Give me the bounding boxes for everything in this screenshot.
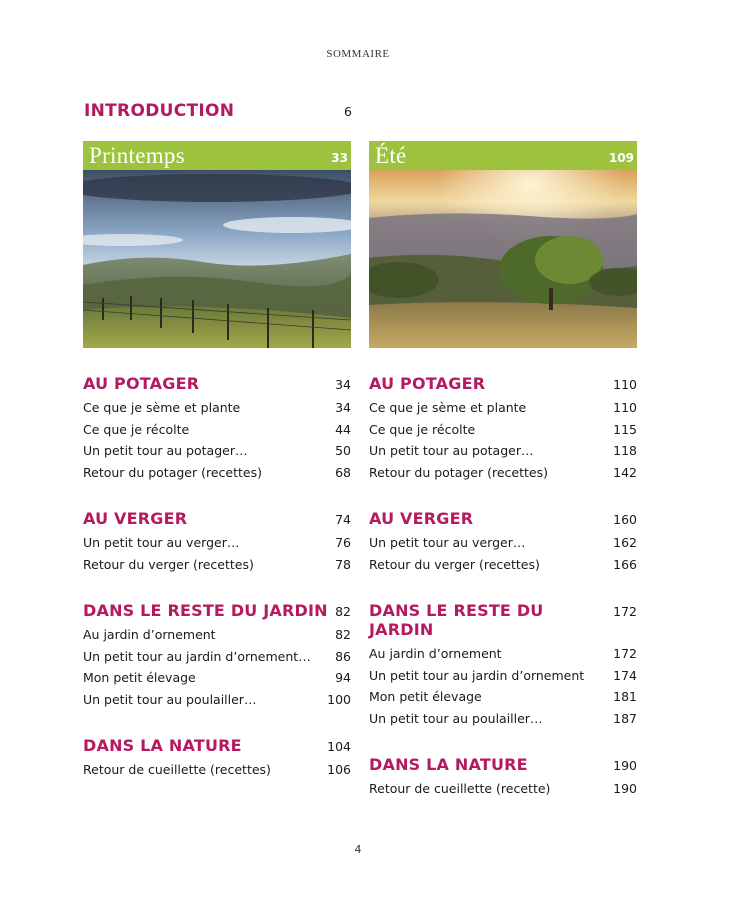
toc-entry[interactable] — [369, 462, 637, 484]
section-title: DANS LE RESTE DU JARDIN — [83, 601, 328, 620]
section-page: 34 — [335, 377, 351, 392]
section-title: AU VERGER — [83, 509, 188, 528]
toc-section — [83, 601, 351, 710]
entry-label: Mon petit élevage — [369, 689, 482, 704]
toc-section — [369, 509, 637, 575]
toc-section — [369, 374, 637, 483]
entry-page: 115 — [613, 421, 637, 437]
season-title: Été — [375, 142, 407, 168]
entry-page: 82 — [335, 627, 351, 642]
section-heading[interactable] — [83, 509, 351, 528]
toc-entry[interactable] — [83, 646, 351, 668]
entry-label: Retour de cueillette (recettes) — [83, 762, 271, 777]
entry-label: Un petit tour au potager… — [83, 443, 248, 458]
entry-page: 100 — [327, 691, 351, 707]
intro-title: INTRODUCTION — [84, 101, 235, 121]
toc-entry[interactable] — [369, 397, 637, 419]
section-title: AU POTAGER — [83, 374, 200, 393]
entry-label: Au jardin d’ornement — [83, 627, 216, 642]
entry-page: 142 — [613, 464, 637, 480]
section-heading[interactable] — [83, 736, 351, 755]
entry-page: 94 — [335, 670, 351, 685]
toc-entry[interactable] — [83, 759, 351, 781]
intro-page: 6 — [344, 104, 352, 119]
section-title: DANS LA NATURE — [83, 736, 242, 755]
entry-label: Un petit tour au poulailler… — [369, 710, 543, 726]
entry-label: Un petit tour au verger… — [83, 535, 240, 550]
column-printemps — [83, 141, 351, 781]
intro-row[interactable] — [84, 101, 352, 121]
toc-section — [83, 509, 351, 575]
toc-entry[interactable] — [83, 667, 351, 689]
entry-label: Un petit tour au poulailler… — [83, 691, 257, 707]
entry-label: Ce que je récolte — [369, 421, 476, 437]
entry-page: 76 — [335, 535, 351, 550]
entry-label: Un petit tour au potager… — [369, 443, 534, 458]
entry-label: Retour du verger (recettes) — [83, 556, 254, 572]
section-heading[interactable] — [369, 509, 637, 528]
entry-label: Mon petit élevage — [83, 670, 196, 685]
section-title: DANS LE RESTE DU JARDIN — [369, 601, 544, 639]
section-heading[interactable] — [83, 374, 351, 393]
toc-entry[interactable] — [369, 686, 637, 708]
entry-page: 50 — [335, 443, 351, 458]
toc-entry[interactable] — [369, 532, 637, 554]
toc-entry[interactable] — [83, 397, 351, 419]
section-page: 160 — [613, 512, 637, 527]
entry-label: Un petit tour au jardin d’ornement… — [83, 648, 311, 664]
section-page: 172 — [613, 604, 637, 619]
summer-landscape-photo — [369, 170, 637, 348]
toc-sections-ete — [369, 374, 637, 800]
entry-label: Retour du verger (recettes) — [369, 556, 540, 572]
entry-page: 187 — [613, 710, 637, 726]
toc-section — [369, 601, 637, 729]
toc-entry[interactable] — [83, 419, 351, 441]
toc-entry[interactable] — [369, 440, 637, 462]
section-page: 190 — [613, 758, 637, 773]
section-heading[interactable] — [369, 374, 637, 393]
section-title: DANS LA NATURE — [369, 755, 528, 774]
column-ete — [369, 141, 637, 800]
section-page: 82 — [335, 604, 351, 619]
entry-label: Retour du potager (recettes) — [83, 464, 262, 480]
section-page: 104 — [327, 739, 351, 754]
entry-page: 172 — [613, 646, 637, 661]
season-banner-ete — [369, 141, 637, 170]
toc-entry[interactable] — [83, 554, 351, 576]
toc-entry[interactable] — [83, 462, 351, 484]
entry-page: 44 — [335, 421, 351, 437]
toc-sections-printemps — [83, 374, 351, 781]
section-page: 110 — [613, 377, 637, 392]
entry-page: 106 — [327, 762, 351, 777]
entry-label: Un petit tour au jardin d’ornement — [369, 667, 585, 683]
toc-entry[interactable] — [83, 440, 351, 462]
entry-page: 110 — [613, 400, 637, 415]
page-header: SOMMAIRE — [326, 48, 390, 60]
toc-section — [83, 736, 351, 781]
section-heading[interactable] — [369, 755, 637, 774]
entry-label: Retour de cueillette (recette) — [369, 781, 551, 796]
toc-entry[interactable] — [83, 532, 351, 554]
toc-entry[interactable] — [369, 665, 637, 687]
section-heading[interactable] — [369, 601, 637, 639]
entry-label: Un petit tour au verger… — [369, 535, 526, 550]
toc-entry[interactable] — [369, 643, 637, 665]
entry-page: 78 — [335, 556, 351, 572]
toc-section — [83, 374, 351, 483]
entry-label: Au jardin d’ornement — [369, 646, 502, 661]
toc-section — [369, 755, 637, 800]
entry-page: 68 — [335, 464, 351, 480]
toc-entry[interactable] — [83, 624, 351, 646]
section-title: AU VERGER — [369, 509, 474, 528]
season-page: 33 — [331, 151, 348, 165]
entry-page: 162 — [613, 535, 637, 550]
section-page: 74 — [335, 512, 351, 527]
spring-landscape-photo — [83, 170, 351, 348]
entry-label: Ce que je sème et plante — [369, 400, 527, 415]
page-number: 4 — [354, 843, 362, 856]
entry-page: 181 — [613, 689, 637, 704]
toc-entry[interactable] — [369, 778, 637, 800]
toc-entry[interactable] — [83, 689, 351, 711]
toc-entry[interactable] — [369, 554, 637, 576]
entry-label: Ce que je sème et plante — [83, 400, 241, 415]
entry-page: 118 — [613, 443, 637, 458]
section-title: AU POTAGER — [369, 374, 486, 393]
toc-entry[interactable] — [369, 708, 637, 730]
entry-page: 190 — [613, 781, 637, 796]
entry-label: Retour du potager (recettes) — [369, 464, 548, 480]
entry-page: 174 — [613, 667, 637, 683]
entry-label: Ce que je récolte — [83, 421, 190, 437]
season-page: 109 — [608, 151, 634, 165]
season-banner-printemps — [83, 141, 351, 170]
season-title: Printemps — [89, 142, 185, 168]
toc-entry[interactable] — [369, 419, 637, 441]
section-heading[interactable] — [83, 601, 351, 620]
entry-page: 86 — [335, 648, 351, 664]
entry-page: 34 — [335, 400, 351, 415]
entry-page: 166 — [613, 556, 637, 572]
